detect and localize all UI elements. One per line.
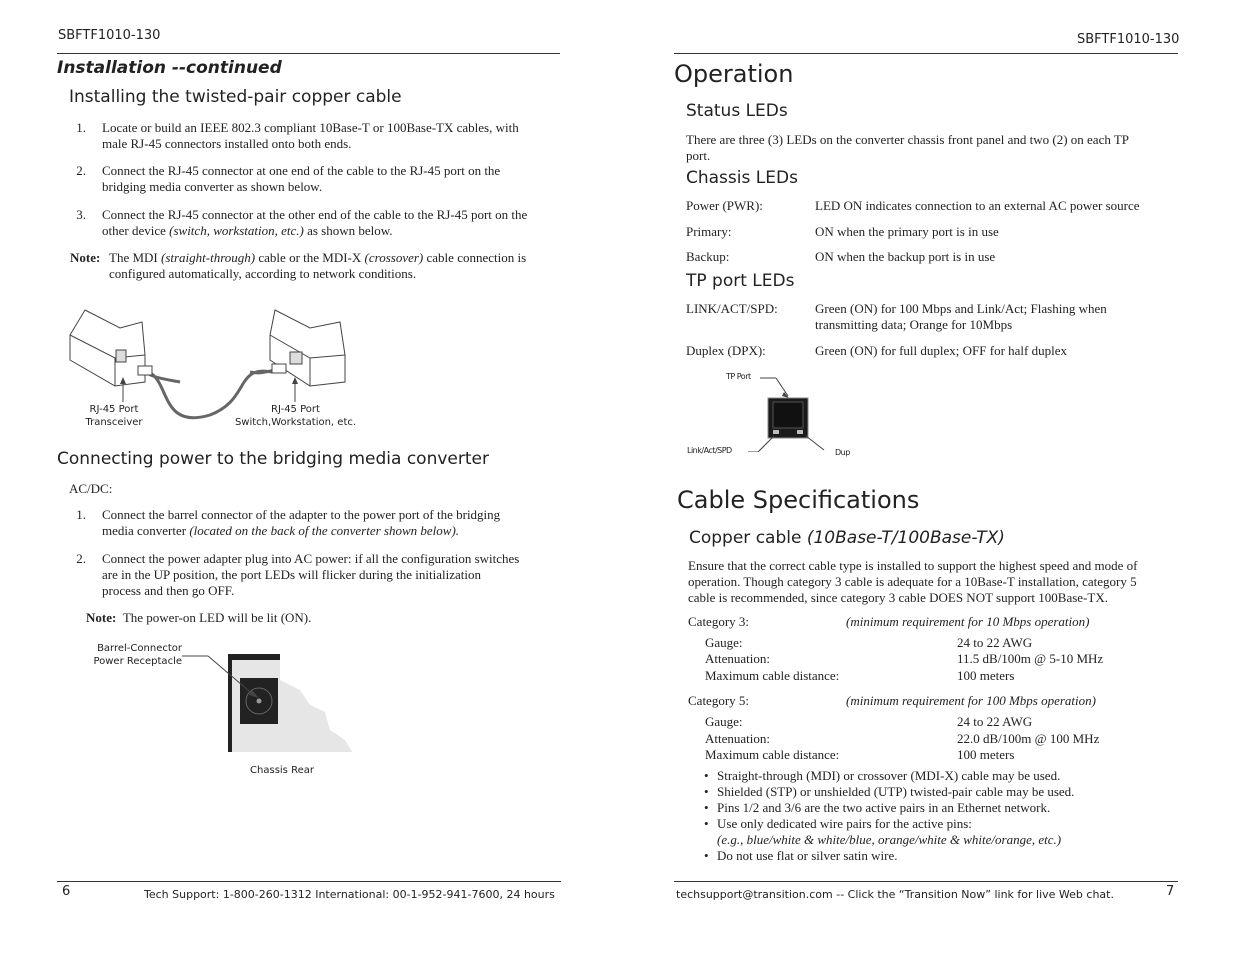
cable-spec-title: Cable Specifications	[677, 486, 920, 514]
right-header-rule	[674, 53, 1178, 54]
note-text-italic: (crossover)	[364, 250, 424, 265]
led-link-act-spd	[773, 430, 779, 434]
fig-label-link: Link/Act/SPD	[687, 446, 732, 455]
led-description: Green (ON) for 100 Mbps and Link/Act; Flashing when	[815, 301, 1107, 316]
right-footer-rule	[674, 881, 1178, 882]
note-text-italic: (straight-through)	[161, 250, 256, 265]
section-title: Installation --continued	[57, 58, 282, 78]
category-label: Category 3:	[688, 614, 750, 629]
bullet-example-text: (e.g., blue/white & white/blue, orange/white & white/orange, etc.)	[717, 832, 1062, 847]
tp-port-figure	[740, 372, 840, 452]
step-text: process and then go OFF.	[102, 583, 235, 598]
transceiver-device	[70, 310, 145, 386]
step-text: male RJ-45 connectors installed onto both ends.	[102, 136, 352, 151]
led-description: ON when the primary port is in use	[815, 224, 999, 239]
led-label: Duplex (DPX):	[686, 343, 766, 358]
rj45-plug-right	[272, 364, 286, 373]
spec-key: Maximum cable distance:	[705, 747, 840, 762]
spec-value: 24 to 22 AWG	[957, 635, 1033, 650]
note-label: Note:	[86, 610, 117, 625]
fig-label-barrel	[82, 642, 182, 668]
right-footer-text: techsupport@transition.com -- Click the “Transition Now” link for live Web chat.	[676, 888, 1114, 901]
note-text: configured automatically, according to network conditions.	[109, 266, 417, 281]
led-description: ON when the backup port is in use	[815, 249, 996, 264]
right-page-number: 7	[1166, 884, 1175, 899]
led-dup	[797, 430, 803, 434]
copper-cable-heading	[689, 528, 1005, 548]
status-leds-heading: Status LEDs	[686, 101, 788, 121]
fig-label-line: Power Receptacle	[93, 656, 182, 667]
fig-label-transceiver	[74, 403, 154, 429]
list-item: • Shielded (STP) or unshielded (UTP) twisted-pair cable may be used.	[702, 784, 1172, 800]
step-text: Connect the power adapter plug into AC power: if all the configuration switches	[102, 551, 520, 566]
step-number: 1.	[76, 507, 86, 522]
left-page-number: 6	[62, 884, 71, 899]
spec-key: Attenuation:	[705, 731, 770, 746]
spec-value: 100 meters	[957, 747, 1015, 762]
note-text: The MDI	[109, 250, 161, 265]
led-label: Primary:	[686, 224, 732, 239]
copper-heading-text: Copper cable	[689, 528, 807, 548]
led-description: Green (ON) for full duplex; OFF for half duplex	[815, 343, 1067, 358]
list-item-example	[702, 832, 1172, 848]
fig-label-dup: Dup	[835, 448, 850, 457]
list-item: • Do not use flat or silver satin wire.	[702, 848, 1172, 864]
left-header-rule	[57, 53, 560, 54]
step-text: Locate or build an IEEE 802.3 compliant 10Base-T or 100Base-TX cables, with	[102, 120, 519, 135]
led-description: transmitting data; Orange for 10Mbps	[815, 317, 1013, 332]
note-label: Note:	[70, 250, 101, 265]
cable-bullet-list	[702, 768, 1172, 864]
left-footer-rule	[57, 881, 561, 882]
step-text-italic: (located on the back of the converter shown below).	[189, 523, 460, 538]
fig-label-tp-port: TP Port	[726, 372, 751, 381]
list-item: • Straight-through (MDI) or crossover (MDI-X) cable may be used.	[702, 768, 1172, 784]
step-text: media converter	[102, 523, 190, 538]
step-text: other device	[102, 223, 170, 238]
power-note	[86, 610, 536, 626]
switch-device	[270, 310, 345, 386]
step-text: Connect the RJ-45 connector at the other end of the cable to the RJ-45 port on the	[102, 207, 528, 222]
step-text: are in the UP position, the port LEDs will flicker during the initialization	[102, 567, 481, 582]
fig-caption-chassis-rear: Chassis Rear	[250, 765, 314, 776]
spec-value: 24 to 22 AWG	[957, 714, 1033, 729]
status-leds-line: There are three (3) LEDs on the converter chassis front panel and two (2) on each TP	[686, 132, 1130, 147]
copper-heading-italic: (10Base-T/100Base-TX)	[806, 528, 1005, 548]
left-doc-id: SBFTF1010-130	[58, 28, 161, 43]
spec-value: 22.0 dB/100m @ 100 MHz	[957, 731, 1100, 746]
fig-label-line: Barrel-Connector	[97, 643, 182, 654]
fig-label-line: RJ-45 Port	[89, 404, 139, 415]
intro-line: Ensure that the correct cable type is installed to support the highest speed and mode of	[688, 558, 1138, 573]
tp-port-leds-heading: TP port LEDs	[686, 271, 795, 291]
step-text: Connect the barrel connector of the adapter to the power port of the bridging	[102, 507, 501, 522]
fig-label-line: RJ-45 Port	[271, 404, 320, 415]
step-number: 3.	[76, 207, 86, 222]
category-note: (minimum requirement for 100 Mbps operation)	[846, 693, 1096, 708]
step-text: bridging media converter as shown below.	[102, 179, 323, 194]
led-label: Power (PWR):	[686, 198, 763, 213]
spec-key: Attenuation:	[705, 651, 770, 666]
step-number: 2.	[76, 551, 86, 566]
led-label: Backup:	[686, 249, 730, 264]
step-text-italic: (switch, workstation, etc.)	[169, 223, 304, 238]
fig-label-line: Transceiver	[85, 417, 143, 428]
power-heading: Connecting power to the bridging media converter	[57, 449, 489, 469]
step-text: Connect the RJ-45 connector at one end of the cable to the RJ-45 port on the	[102, 163, 501, 178]
spec-value: 100 meters	[957, 668, 1015, 683]
left-footer-text: Tech Support: 1-800-260-1312 International: 00-1-952-941-7600, 24 hours	[144, 888, 555, 901]
twisted-pair-heading: Installing the twisted-pair copper cable	[69, 87, 402, 107]
chassis-leds-heading: Chassis LEDs	[686, 168, 798, 188]
fig-label-line: Switch,Workstation, etc.	[234, 417, 357, 428]
spec-key: Gauge:	[705, 635, 743, 650]
spec-value: 11.5 dB/100m @ 5-10 MHz	[957, 651, 1104, 666]
status-leds-text	[686, 132, 1186, 164]
acdc-label: AC/DC:	[69, 481, 113, 496]
copper-intro	[688, 558, 1137, 606]
list-item: • Use only dedicated wire pairs for the active pins:	[702, 816, 1172, 832]
spec-key: Gauge:	[705, 714, 743, 729]
intro-line: operation. Though category 3 cable is adequate for a 10Base-T installation, category 5	[688, 574, 1137, 589]
step-number: 2.	[76, 163, 86, 178]
intro-line: cable is recommended, since category 3 cable DOES NOT support 100Base-TX.	[688, 590, 1108, 605]
step-number: 1.	[76, 120, 86, 135]
chassis-rear-figure	[180, 650, 360, 760]
right-doc-id: SBFTF1010-130	[1077, 32, 1180, 47]
led-description: LED ON indicates connection to an external AC power source	[815, 198, 1140, 213]
rj45-plug-left	[138, 366, 152, 375]
status-leds-line: port.	[686, 148, 711, 163]
note-text: The power-on LED will be lit (ON).	[122, 610, 312, 625]
note-text: cable or the MDI-X	[255, 250, 365, 265]
list-item: • Pins 1/2 and 3/6 are the two active pairs in an Ethernet network.	[702, 800, 1172, 816]
category-note: (minimum requirement for 10 Mbps operation)	[846, 614, 1090, 629]
fig-label-switch	[228, 403, 363, 429]
category-label: Category 5:	[688, 693, 750, 708]
led-label: LINK/ACT/SPD:	[686, 301, 778, 316]
note-text: cable connection is	[423, 250, 527, 265]
step-text: as shown below.	[303, 223, 393, 238]
operation-title: Operation	[674, 60, 794, 88]
spec-key: Maximum cable distance:	[705, 668, 840, 683]
